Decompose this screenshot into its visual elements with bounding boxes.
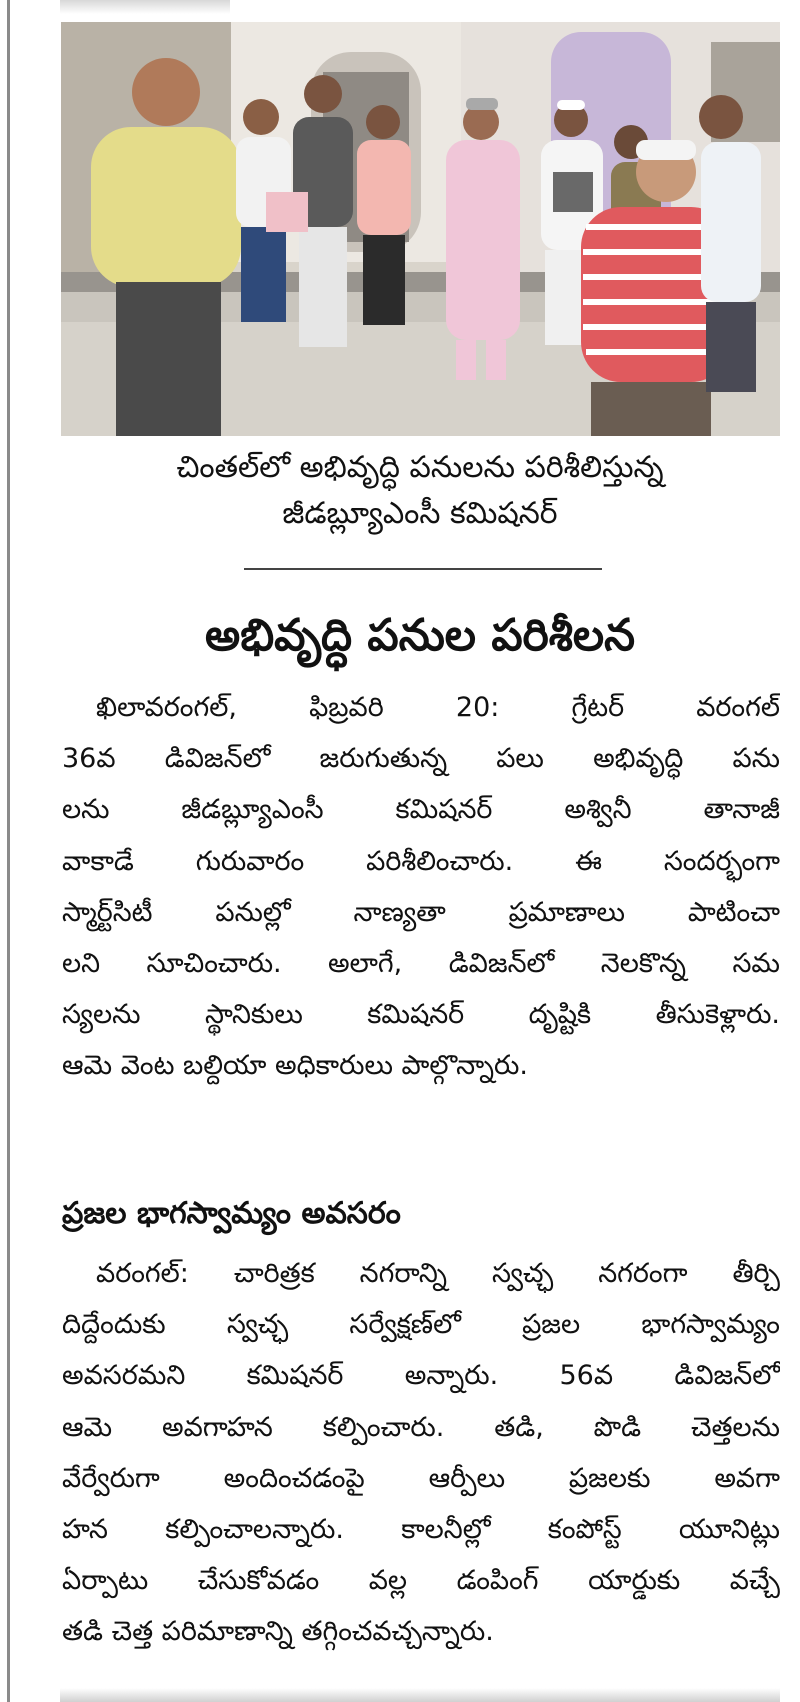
photo-caption-line-1: చింతల్‌లో అభివృద్ధి పనులను పరిశీలిస్తున్న [176, 450, 664, 485]
article-2-line: వేర్వేరుగా అందించడంపై ఆర్పీలు ప్రజలకు అవగా [62, 1462, 780, 1494]
article-1-line: వాకాడే గురువారం పరిశీలించారు. ఈ సందర్భంగా [62, 845, 780, 877]
article-1-line: లను జీడబ్ల్యూఎంసీ కమిషనర్ అశ్వినీ తానాజీ [62, 794, 780, 826]
article-2-line: ఆమె అవగాహన కల్పించారు. తడి, పొడి చెత్తలను [62, 1411, 780, 1443]
article-2-line: దిద్దేందుకు స్వచ్ఛ సర్వేక్షణ్‌లో ప్రజల భాగస్వామ్యం [62, 1309, 780, 1341]
article-2-line: ఏర్పాటు చేసుకోవడం వల్ల డంపింగ్ యార్డుకు వచ్చే [62, 1565, 780, 1597]
article-1-line: స్యలను స్థానికులు కమిషనర్ దృష్టికి తీసుకెళ్లారు. [62, 999, 780, 1031]
article-1-line: స్మార్ట్‌సిటీ పనుల్లో నాణ్యతా ప్రమాణాలు పాటించా [62, 896, 780, 928]
column-border [7, 0, 10, 1702]
cropped-top-edge [60, 0, 230, 14]
cropped-bottom-edge [60, 1688, 780, 1702]
article-1-body [62, 682, 780, 1092]
photo-caption-line-2: జీడబ్ల్యూఎంసీ కమిషనర్ [282, 496, 558, 531]
article-2-subheading: ప్రజల భాగస్వామ్యం అవసరం [62, 1196, 401, 1231]
article-2-line: తడి చెత్త పరిమాణాన్ని తగ్గించవచ్చన్నారు. [62, 1616, 494, 1648]
news-photo [61, 22, 780, 436]
article-1-line: ఖిలావరంగల్, ఫిబ్రవరి 20: గ్రేటర్ వరంగల్ [96, 692, 780, 723]
caption-divider [244, 568, 602, 570]
article-2-line: వరంగల్: చారిత్రక నగరాన్ని స్వచ్ఛ నగరంగా తీర్చి [96, 1258, 780, 1289]
article-1-line: ఆమె వెంట బల్దియా అధికారులు పాల్గొన్నారు. [62, 1050, 528, 1082]
article-2-body [62, 1248, 780, 1658]
article-headline: అభివృద్ధి పనుల పరిశీలన [205, 610, 635, 661]
article-2-line: హన కల్పించాలన్నారు. కాలనీల్లో కంపోస్ట్ యూనిట్లు [62, 1514, 780, 1546]
article-2-line: అవసరమని కమిషనర్ అన్నారు. 56వ డివిజన్‌లో [62, 1360, 780, 1392]
article-1-line: లని సూచించారు. అలాగే, డివిజన్‌లో నెలకొన్న సమ [62, 948, 780, 980]
article-1-line: 36వ డివిజన్‌లో జరుగుతున్న పలు అభివృద్ధి పను [62, 743, 780, 775]
